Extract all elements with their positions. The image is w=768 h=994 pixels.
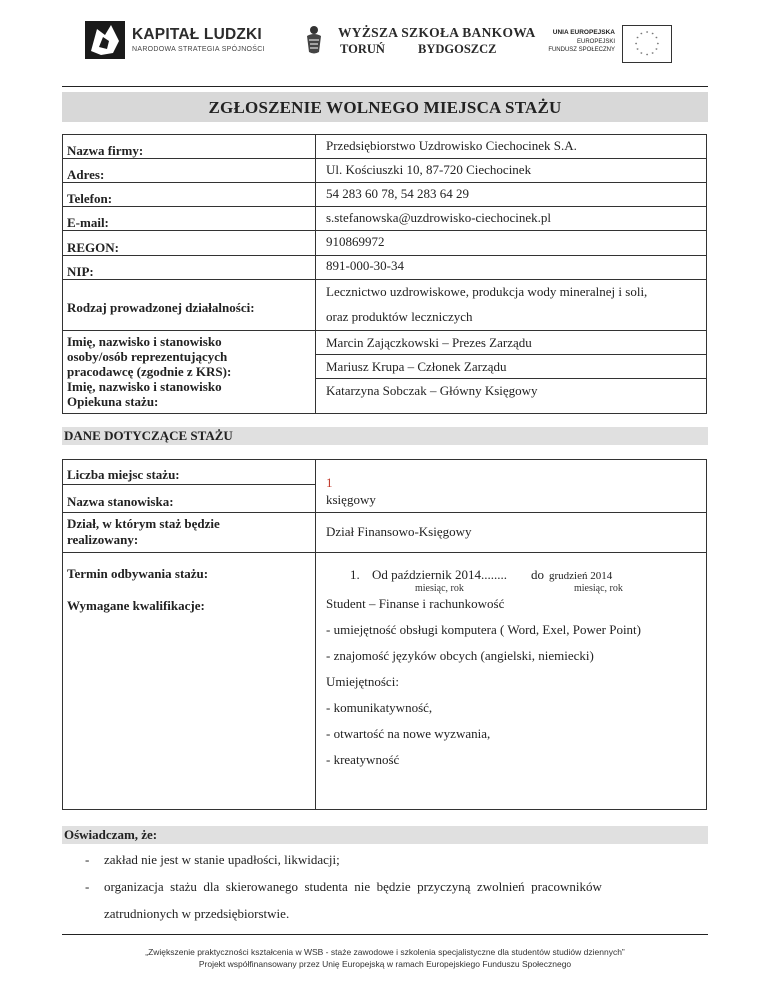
places-value: 1 (326, 475, 333, 490)
svg-text:*: * (634, 42, 638, 48)
declaration-bullet: - (85, 852, 90, 867)
svg-text:*: * (636, 48, 639, 54)
company-name-value: Przedsiębiorstwo Uzdrowisko Ciechocinek S.A. (326, 138, 577, 153)
svg-text:*: * (656, 42, 660, 48)
table-rule (62, 279, 707, 280)
table-rule (62, 230, 707, 231)
company-name-label: Nazwa firmy: (67, 143, 144, 158)
footer-line1: „Zwiększenie praktyczności kształcenia w WSB - staże zawodowe i szkolenia specjalistyczne dla studentów studiów dziennych” (145, 947, 625, 957)
places-label: Liczba miejsc stażu: (67, 467, 180, 482)
mentor-label-line2: Opiekuna stażu: (67, 394, 159, 409)
eu-flag-icon (622, 25, 672, 63)
table-rule (62, 330, 707, 331)
mentor-label-line1: Imię, nazwisko i stanowisko (67, 379, 222, 394)
representative-1: Marcin Zajączkowski – Prezes Zarządu (326, 335, 532, 350)
term-to-value: grudzień 2014 (549, 570, 613, 582)
nip-value: 891-000-30-34 (326, 258, 404, 273)
svg-text:*: * (655, 37, 658, 43)
svg-text:*: * (645, 31, 649, 37)
wsb-title: WYŻSZA SZKOŁA BANKOWA (338, 25, 536, 40)
activity-label: Rodzaj prowadzonej działalności: (67, 300, 255, 315)
representatives-label-line3: pracodawcę (zgodnie z KRS): (67, 364, 232, 379)
position-value: księgowy (326, 492, 376, 507)
qualification-line: - komunikatywność, (326, 700, 433, 715)
qualification-line: - umiejętność obsługi komputera ( Word, Exel, Power Point) (326, 622, 641, 637)
efs-label-2: FUNDUSZ SPOŁECZNY (548, 47, 615, 53)
table-rule (62, 134, 707, 135)
position-label: Nazwa stanowiska: (67, 494, 174, 509)
page-title: ZGŁOSZENIE WOLNEGO MIEJSCA STAŻU (208, 98, 562, 117)
footer-rule (62, 934, 708, 935)
table-divider (315, 134, 316, 414)
table-rule (62, 552, 707, 553)
qualification-line: - znajomość języków obcych (angielski, niemiecki) (326, 648, 594, 663)
qualification-line: - kreatywność (326, 752, 400, 767)
department-value: Dział Finansowo-Księgowy (326, 524, 472, 539)
kapital-ludzki-logo-icon (85, 21, 125, 59)
mentor-value: Katarzyna Sobczak – Główny Księgowy (326, 383, 538, 398)
table-rule (62, 158, 707, 159)
declaration-item-1: zakład nie jest w stanie upadłości, likwidacji; (104, 852, 340, 867)
activity-value-line1: Lecznictwo uzdrowiskowe, produkcja wody mineralnej i soli, (326, 284, 648, 299)
qualifications-label: Wymagane kwalifikacje: (67, 598, 205, 613)
nip-label: NIP: (67, 264, 94, 279)
address-value: Ul. Kościuszki 10, 87-720 Ciechocinek (326, 162, 532, 177)
activity-value-line2: oraz produktów leczniczych (326, 309, 473, 324)
svg-text:*: * (636, 37, 639, 43)
table-rule (315, 378, 707, 379)
term-hint-from: miesiąc, rok (415, 583, 464, 594)
ue-label: UNIA EUROPEJSKA (552, 29, 615, 36)
declaration-item-2-line1: organizacja stażu dla skierowanego studenta nie będzie przyczyną zwolnień pracowników (104, 879, 602, 894)
declaration-title: Oświadczam, że: (64, 827, 158, 842)
regon-value: 910869972 (326, 234, 385, 249)
address-label: Adres: (67, 167, 105, 182)
department-label-line2: realizowany: (67, 532, 139, 547)
table-rule (62, 459, 707, 460)
email-label: E-mail: (67, 215, 109, 230)
table-rule (62, 809, 707, 810)
email-value: s.stefanowska@uzdrowisko-ciechocinek.pl (326, 210, 551, 225)
representatives-label-line1: Imię, nazwisko i stanowisko (67, 334, 222, 349)
table-rule (62, 206, 707, 207)
table-rule (62, 484, 315, 485)
svg-text:*: * (651, 32, 654, 38)
table-rule (62, 182, 707, 183)
svg-text:*: * (640, 32, 643, 38)
svg-text:*: * (645, 53, 649, 59)
table-border-left (62, 134, 63, 414)
term-number: 1. (350, 567, 360, 582)
representative-2: Mariusz Krupa – Członek Zarządu (326, 359, 507, 374)
declaration-bar (62, 826, 708, 844)
efs-label-1: EUROPEJSKI (576, 39, 615, 45)
term-hint-to: miesiąc, rok (574, 583, 623, 594)
term-label: Termin odbywania stażu: (67, 566, 209, 581)
table-rule (62, 413, 707, 414)
term-from: Od październik 2014........ (372, 567, 508, 582)
qualification-line: Student – Finanse i rachunkowość (326, 596, 505, 611)
department-label-line1: Dział, w którym staż będzie (67, 516, 220, 531)
svg-text:*: * (655, 48, 658, 54)
kapital-ludzki-title: KAPITAŁ LUDZKI (132, 26, 262, 43)
declaration-item-2-line2: zatrudnionych w przedsiębiorstwie. (104, 906, 290, 921)
qualification-line: - otwartość na nowe wyzwania, (326, 726, 491, 741)
phone-label: Telefon: (67, 191, 113, 206)
kapital-ludzki-subtitle: NARODOWA STRATEGIA SPÓJNOŚCI (132, 46, 265, 53)
internship-section-title: DANE DOTYCZĄCE STAŻU (64, 428, 233, 443)
regon-label: REGON: (67, 240, 119, 255)
phone-value: 54 283 60 78, 54 283 64 29 (326, 186, 469, 201)
wsb-city-torun: TORUŃ (340, 42, 385, 56)
table-rule (62, 512, 707, 513)
qualification-line: Umiejętności: (326, 674, 399, 689)
term-to-word: do (531, 567, 544, 582)
table-rule (62, 255, 707, 256)
declaration-bullet: - (85, 879, 90, 894)
wsb-city-bydgoszcz: BYDGOSZCZ (418, 42, 497, 56)
table-border-right (706, 134, 707, 414)
representatives-label-line2: osoby/osób reprezentujących (67, 349, 228, 364)
wsb-emblem-icon (302, 24, 326, 56)
footer-line2: Projekt współfinansowany przez Unię Europejską w ramach Europejskiego Funduszu Społecznego (198, 959, 572, 969)
table-rule (315, 354, 707, 355)
svg-text:*: * (651, 52, 654, 58)
svg-text:*: * (640, 52, 643, 58)
header-rule (62, 86, 708, 87)
